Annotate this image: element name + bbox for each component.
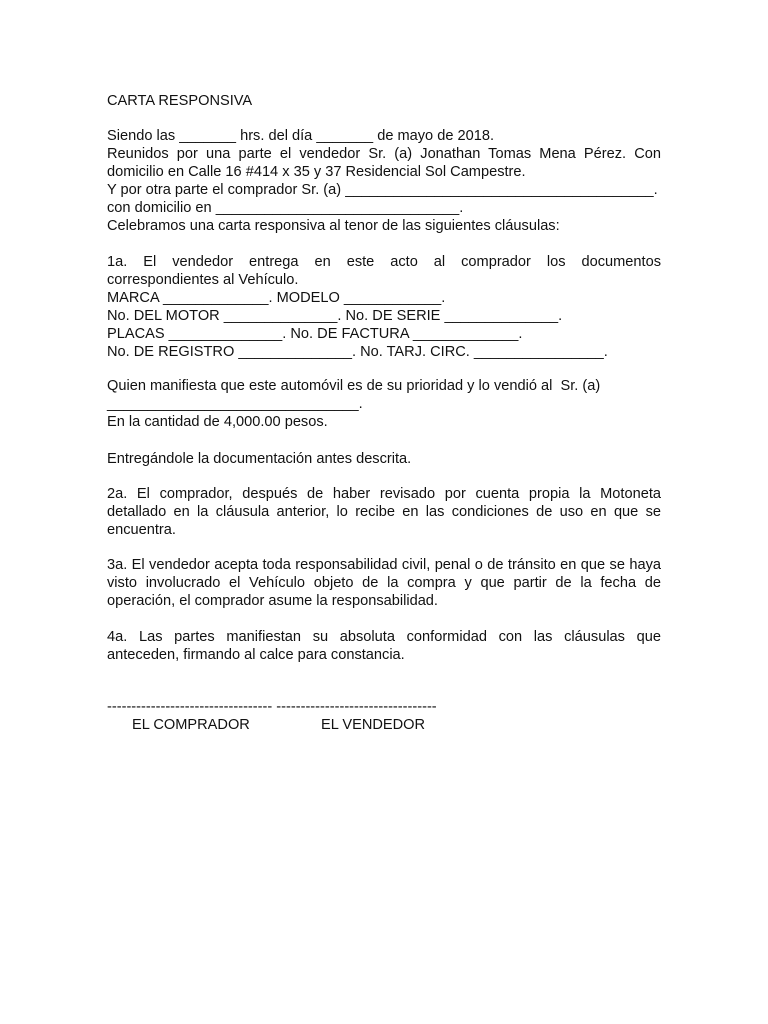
buyer-signature-label: EL COMPRADOR bbox=[132, 717, 250, 733]
document-line: No. DE REGISTRO ______________. No. TARJ. CIRC. ________________. bbox=[107, 344, 608, 360]
document-line: operación, el comprador asume la responsabilidad. bbox=[107, 593, 438, 609]
document-line: encuentra. bbox=[107, 522, 176, 538]
document-line: correspondientes al Vehículo. bbox=[107, 272, 299, 288]
document-line: con domicilio en ______________________________. bbox=[107, 200, 464, 216]
seller-signature-label: EL VENDEDOR bbox=[321, 717, 426, 733]
document-line: Entregándole la documentación antes descrita. bbox=[107, 451, 412, 467]
document-line: Siendo las _______ hrs. del día _______ de mayo de 2018. bbox=[107, 128, 495, 144]
document-line: 3a. El vendedor acepta toda responsabilidad civil, penal o de tránsito en que se haya bbox=[107, 557, 661, 573]
document-line: detallado en la cláusula anterior, lo recibe en las condiciones de uso en que se bbox=[107, 504, 661, 520]
document-line: Y por otra parte el comprador Sr. (a) ______________________________________. bbox=[107, 182, 658, 198]
document-line: 1a. El vendedor entrega en este acto al comprador los documentos bbox=[107, 254, 661, 270]
document-line: 2a. El comprador, después de haber revisado por cuenta propia la Motoneta bbox=[107, 486, 661, 502]
document-line: No. DEL MOTOR ______________. No. DE SERIE ______________. bbox=[107, 308, 563, 324]
document-line: Celebramos una carta responsiva al tenor de las siguientes cláusulas: bbox=[107, 218, 560, 234]
document-line: visto involucrado el Vehículo objeto de la compra y que partir de la fecha de bbox=[107, 575, 661, 591]
document-line: _______________________________. bbox=[107, 396, 363, 412]
document-line: domicilio en Calle 16 #414 x 35 y 37 Residencial Sol Campestre. bbox=[107, 164, 526, 180]
signature-lines: ---------------------------------- --------------------------------- bbox=[107, 699, 437, 715]
document-line: En la cantidad de 4,000.00 pesos. bbox=[107, 414, 328, 430]
document-line: PLACAS ______________. No. DE FACTURA _____________. bbox=[107, 326, 523, 342]
document-line: 4a. Las partes manifiestan su absoluta conformidad con las cláusulas que bbox=[107, 629, 661, 645]
document-line: MARCA _____________. MODELO ____________. bbox=[107, 290, 446, 306]
document-line: Reunidos por una parte el vendedor Sr. (a) Jonathan Tomas Mena Pérez. Con bbox=[107, 146, 661, 162]
document-line: anteceden, firmando al calce para constancia. bbox=[107, 647, 405, 663]
document-title: CARTA RESPONSIVA bbox=[107, 93, 253, 109]
document-line: Quien manifiesta que este automóvil es de su prioridad y lo vendió al Sr. (a) bbox=[107, 378, 601, 394]
